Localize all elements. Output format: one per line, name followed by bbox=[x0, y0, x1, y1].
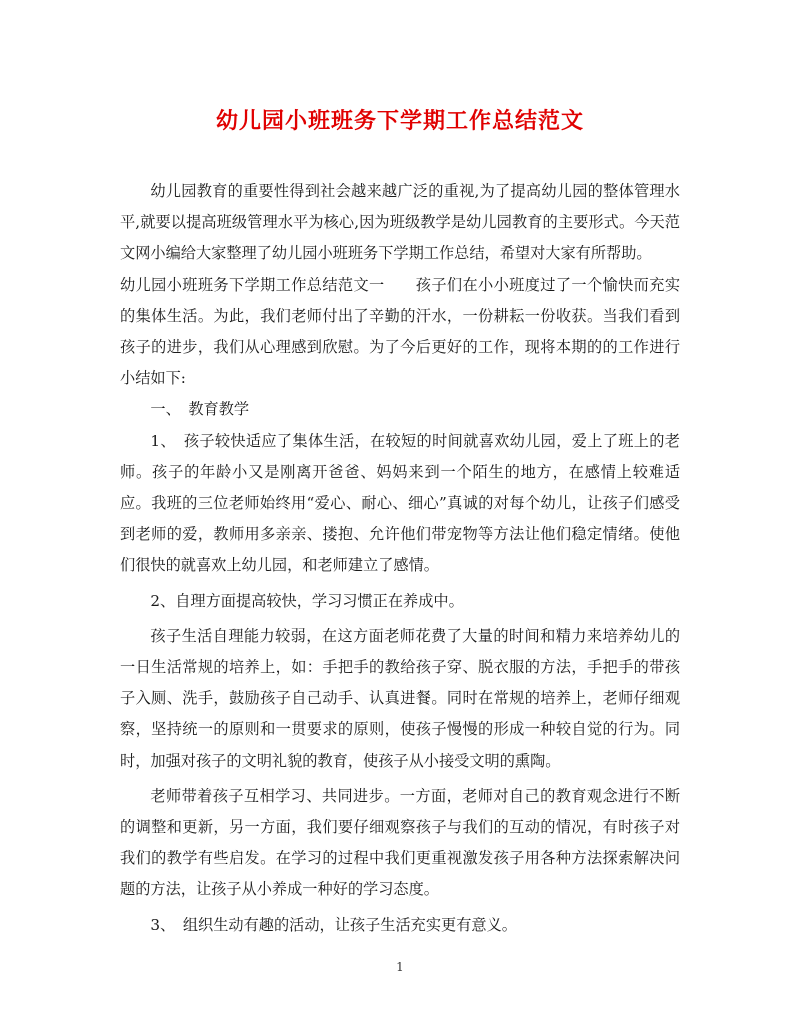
item-2-heading: 2、自理方面提高较快，学习习惯正在养成中。 bbox=[150, 591, 464, 610]
learning-paragraph: 老师带着孩子互相学习、共同进步。一方面，老师对自己的教育观念进行不断的调整和更新，另一方面，我们要仔细观察孩子与我们的互动的情况，有时孩子对我们的教学有些启发。在学习的过程中我们更重视激发孩子用各种方法探索解决问题的方法，让孩子从小养成一种好的学习态度。 bbox=[120, 786, 680, 899]
item-3-heading: 3、 组织生动有趣的活动，让孩子生活充实更有意义。 bbox=[150, 915, 517, 934]
section-intro-paragraph: 幼儿园小班班务下学期工作总结范文一 孩子们在小小班度过了一个愉快而充实的集体生活。为此，我们老师付出了辛勤的汗水，一份耕耘一份收获。当我们看到孩子的进步，我们从心理感到欣慰。为了今后更好的工作，现将本期的的工作进行小结如下: bbox=[120, 275, 680, 388]
section-heading: 一、 教育教学 bbox=[150, 400, 250, 419]
self-care-paragraph: 孩子生活自理能力较弱，在这方面老师花费了大量的时间和精力来培养幼儿的一日生活常规的培养上，如：手把手的教给孩子穿、脱衣服的方法，手把手的带孩子入厕、洗手，鼓励孩子自己动手、认真进餐。同时在常规的培养上，老师仔细观察，坚持统一的原则和一贯要求的原则，使孩子慢慢的形成一种较自觉的行为。同时，加强对孩子的文明礼貌的教育，使孩子从小接受文明的熏陶。 bbox=[120, 626, 680, 770]
document-body bbox=[120, 176, 680, 941]
document-title: 幼儿园小班班务下学期工作总结范文 bbox=[215, 109, 584, 134]
item-1-paragraph: 1、 孩子较快适应了集体生活，在较短的时间就喜欢幼儿园，爱上了班上的老师。孩子的年龄小又是刚离开爸爸、妈妈来到一个陌生的地方，在感情上较难适应。我班的三位老师始终用“爱心、耐心、细心”真诚的对每个幼儿，让孩子们感受到老师的爱，教师用多亲亲、搂抱、允许他们带宠物等方法让他们稳定情绪。使他们很快的就喜欢上幼儿园，和老师建立了感情。 bbox=[120, 431, 680, 575]
intro-paragraph: 幼儿园教育的重要性得到社会越来越广泛的重视,为了提高幼儿园的整体管理水平,就要以提高班级管理水平为核心,因为班级教学是幼儿园教育的主要形式。今天范文网小编给大家整理了幼儿园小班班务下学期工作总结，希望对大家有所帮助。 bbox=[120, 182, 680, 263]
page-number: 1 bbox=[396, 960, 404, 974]
